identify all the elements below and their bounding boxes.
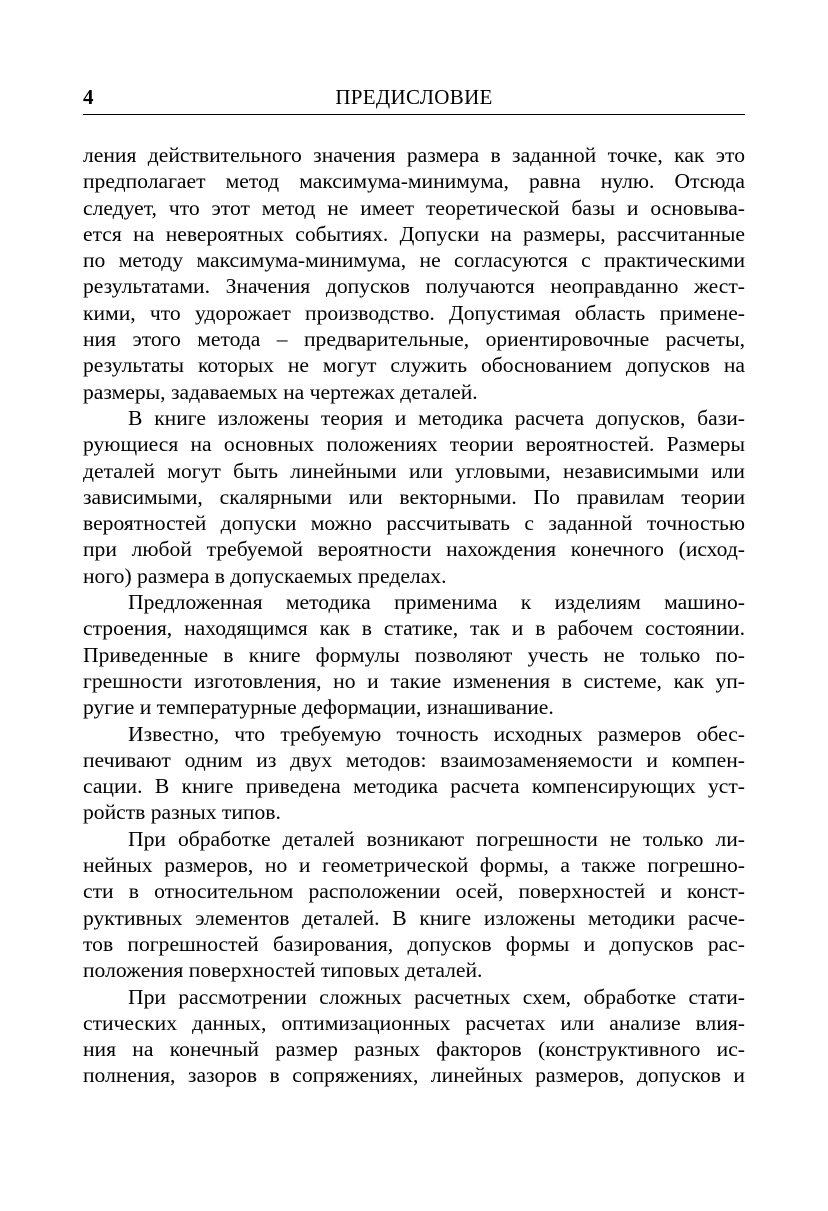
page-number: 4 xyxy=(83,85,94,109)
text-line: Известно, что требуемую точность исходных размеров обес- xyxy=(128,721,745,746)
text-line: нейных размеров, но и геометрической формы, а также погрешно- xyxy=(83,853,745,878)
text-line: При обработке деталей возникают погрешности не только ли- xyxy=(128,826,745,851)
text-line: Приведенные в книге формулы позволяют учесть не только по- xyxy=(83,642,745,667)
text-line: тов погрешностей базирования, допусков формы и допусков рас- xyxy=(83,931,745,956)
text-line: печивают одним из двух методов: взаимозаменяемости и компен- xyxy=(83,747,745,772)
paragraph xyxy=(83,405,745,589)
text-line: рующиеся на основных положениях теории вероятностей. Размеры xyxy=(83,432,745,457)
text-line: ется на невероятных событиях. Допуски на размеры, рассчитанные xyxy=(83,221,745,246)
text-line: по методу максимума-минимума, не согласуются с практическими xyxy=(83,248,745,273)
paragraph xyxy=(83,721,745,826)
text-line: результаты которых не могут служить обоснованием допусков на xyxy=(83,353,745,378)
text-line: сации. В книге приведена методика расчета компенсирующих уст- xyxy=(83,774,745,799)
text-line: В книге изложены теория и методика расчета допусков, бази- xyxy=(128,405,745,430)
text-line: следует, что этот метод не имеет теоретической базы и основыва- xyxy=(83,195,745,220)
text-line: стических данных, оптимизационных расчетах или анализе влия- xyxy=(83,1010,745,1035)
text-line: зависимыми, скалярными или векторными. По правилам теории xyxy=(83,484,745,509)
text-line: предполагает метод максимума-минимума, равна нулю. Отсюда xyxy=(83,169,745,194)
text-line: положения поверхностей типовых деталей. xyxy=(83,958,483,983)
text-line: ного) размера в допускаемых пределах. xyxy=(83,563,447,588)
text-line: деталей могут быть линейными или угловыми, независимыми или xyxy=(83,458,745,483)
paragraph xyxy=(83,589,745,720)
text-line: ния этого метода – предварительные, ориентировочные расчеты, xyxy=(83,327,745,352)
text-line: ройств разных типов. xyxy=(83,800,281,825)
text-line: При рассмотрении сложных расчетных схем, обработке стати- xyxy=(128,984,745,1009)
text-line: ругие и температурные деформации, изнашивание. xyxy=(83,695,554,720)
text-line: при любой требуемой вероятности нахождения конечного (исход- xyxy=(83,537,745,562)
paragraph xyxy=(83,984,745,1089)
paragraph xyxy=(83,826,745,984)
body-text xyxy=(83,142,745,1089)
text-line: полнения, зазоров в сопряжениях, линейных размеров, допусков и xyxy=(83,1063,745,1088)
text-line: Предложенная методика применима к изделиям машино- xyxy=(128,590,745,615)
text-line: строения, находящимся как в статике, так и в рабочем состоянии. xyxy=(83,616,745,641)
text-line: вероятностей допуски можно рассчитывать с заданной точностью xyxy=(83,511,745,536)
text-line: кими, что удорожает производство. Допустимая область примене- xyxy=(83,300,745,325)
text-line: руктивных элементов деталей. В книге изложены методики расче- xyxy=(83,905,745,930)
text-line: грешности изготовления, но и такие изменения в системе, как уп- xyxy=(83,668,745,693)
text-line: сти в относительном расположении осей, поверхностей и конст- xyxy=(83,879,745,904)
text-line: размеры, задаваемых на чертежах деталей. xyxy=(83,379,478,404)
text-line: ния на конечный размер разных факторов (конструктивного ис- xyxy=(83,1037,745,1062)
text-line: результатами. Значения допусков получаются неоправданно жест- xyxy=(83,274,745,299)
page-header xyxy=(83,80,745,115)
paragraph xyxy=(83,142,745,405)
text-line: ления действительного значения размера в заданной точке, как это xyxy=(83,143,745,167)
running-title: ПРЕДИСЛОВИЕ xyxy=(335,85,493,109)
